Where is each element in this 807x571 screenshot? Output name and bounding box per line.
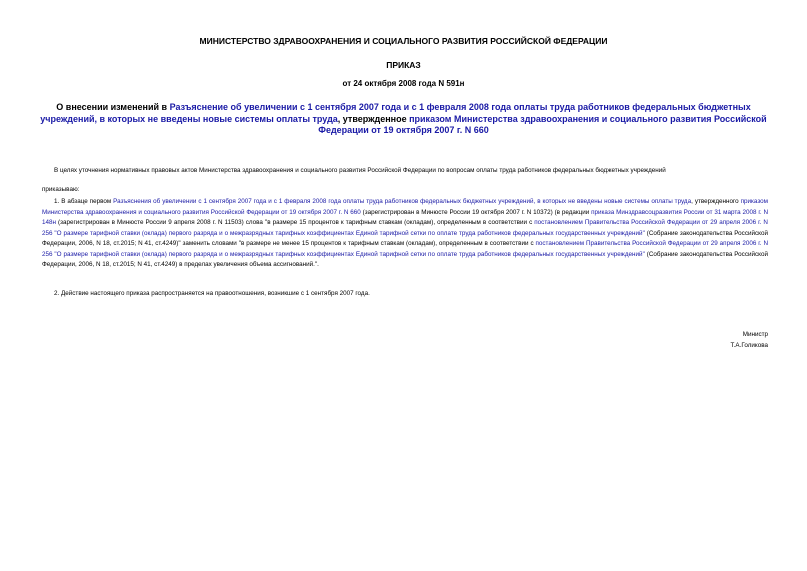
- preamble-paragraph: В целях уточнения нормативных правовых актов Министерства здравоохранения и социального развития Российской Федерации по вопросам оплаты труда работников федеральных бюджетных учреждений: [54, 167, 666, 174]
- item-1-link-resolution-256-second[interactable]: постановлением Правительства Российской Федерации от 29 апреля 2006 г. N 256 "О размере тарифной ставки (оклада) первого разряда и о межразрядных тарифных коэффициентах Единой тарифной сетки по оплате труда работников федеральных государственных учреждений": [42, 240, 768, 258]
- item-1-link-resolution-256[interactable]: постановлением Правительства Российской Федерации от 29 апреля 2006 г. N 256 "О размере тарифной ставки (оклада) первого разряда и о межразрядных тарифных коэффициентах Единой тарифной сетки по оплате труда работников федеральных государственных учреждений": [42, 219, 768, 237]
- item-1-text: , утвержденного: [691, 198, 741, 205]
- ministry-name: МИНИСТЕРСТВО ЗДРАВООХРАНЕНИЯ И СОЦИАЛЬНОГО РАЗВИТИЯ РОССИЙСКОЙ ФЕДЕРАЦИИ: [199, 36, 608, 46]
- item-1-link-order-660[interactable]: приказом Министерства здравоохранения и социального развития Российской Федерации от 19 октября 2007 г. N 660: [42, 198, 768, 216]
- item-1-text: (Собрание законодательства Российской Федерации, 2006, N 18, ст.2015; N 41, ст.4249) в пределах увеличения объема ассигнований.".: [42, 250, 768, 268]
- title-link-order-660[interactable]: приказом Министерства здравоохранения и социального развития Российской Федерации от 19 октября 2007 г. N 660: [318, 113, 767, 136]
- item-2-paragraph: 2. Действие настоящего приказа распространяется на правоотношения, возникшие с 1 сентября 2007 года.: [54, 290, 370, 297]
- document-type: ПРИКАЗ: [386, 60, 421, 70]
- item-1-paragraph: [42, 197, 768, 271]
- item-1-text: (Собрание законодательства Российской Федерации, 2006, N 18, ст.2015; N 41, ст.4249)" заменить словами "в размере не менее 15 процентов к тарифным ставкам (окладам), определенным в соответствии с: [42, 229, 768, 247]
- item-1-text: 1. В абзаце первом: [54, 198, 114, 205]
- item-1-text: (зарегистрирован в Минюсте России 9 апреля 2008 г. N 11503) слова "в размере 15 процентов к тарифным ставкам (окладам), определенным в соответствии с: [55, 219, 535, 226]
- signature-name: Т.А.Голикова: [730, 342, 768, 349]
- document-date-number: от 24 октября 2008 года N 591н: [342, 79, 465, 88]
- title-link-clarification[interactable]: Разъяснение об увеличении с 1 сентября 2007 года и с 1 февраля 2008 года оплаты труда работников федеральных бюджетных учреждений, в которых не введены новые системы оплаты труда: [40, 102, 751, 124]
- signature-title: Министр: [742, 331, 768, 338]
- item-1-text: (зарегистрирован в Минюсте России 19 октября 2007 г. N 10372) (в редакции: [360, 208, 592, 216]
- item-1-link-order-148n[interactable]: приказа Минздравсоцразвития России от 31 марта 2008 г. N 148н: [42, 208, 768, 226]
- document-title: [40, 102, 767, 137]
- item-1-link-clarification[interactable]: Разъяснения об увеличении с 1 сентября 2007 года и с 1 февраля 2008 года оплаты труда работников федеральных бюджетных учреждений, в которых не введены новые системы оплаты труда: [113, 198, 692, 205]
- orders-paragraph: приказываю:: [42, 186, 80, 193]
- title-text: , утвержденное: [337, 113, 410, 124]
- title-text: О внесении изменений в: [56, 102, 170, 112]
